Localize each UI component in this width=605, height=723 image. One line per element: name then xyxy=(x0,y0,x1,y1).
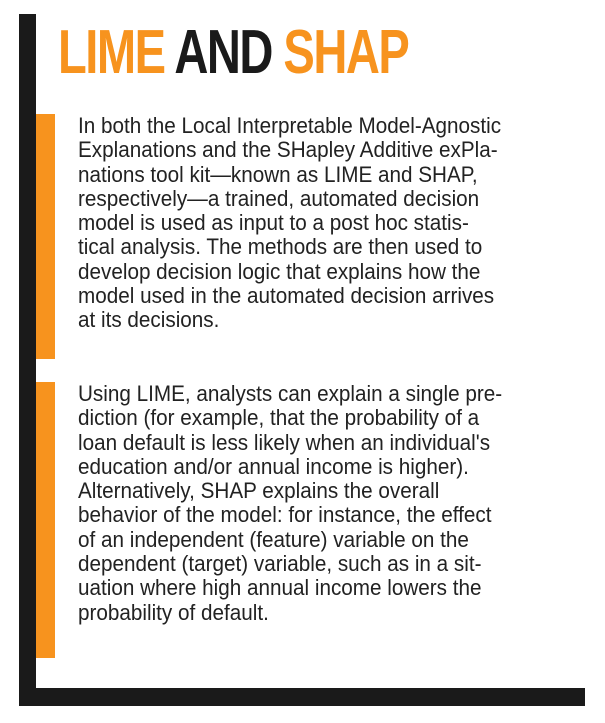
text-line: Using LIME, analysts can explain a single pre- xyxy=(78,381,503,406)
text-line: Explanations and the SHapley Additive exPla- xyxy=(78,137,498,163)
sidebar-frame-left-rule xyxy=(19,14,36,706)
text-line: at its decisions. xyxy=(78,307,220,333)
text-line: probability of default. xyxy=(78,599,269,625)
text-line: education and/or annual income is higher). xyxy=(78,453,469,479)
title-word-shap: SHAP xyxy=(283,18,409,87)
text-line: diction (for example, that the probability of a xyxy=(78,405,480,431)
sidebar-frame-bottom-rule xyxy=(19,688,585,706)
text-line: nations tool kit—known as LIME and SHAP, xyxy=(78,161,478,187)
text-line: model used in the automated decision arrives xyxy=(78,283,495,309)
paragraph-lime-shap-overview xyxy=(78,114,567,333)
paragraph-accent-bar xyxy=(36,382,55,658)
text-line: behavior of the model: for instance, the effect xyxy=(78,502,492,528)
text-line: loan default is less likely when an individual's xyxy=(78,429,491,455)
sidebar-title xyxy=(58,18,408,88)
text-line: dependent (target) variable, such as in a sit- xyxy=(78,551,482,577)
title-word-lime: LIME xyxy=(58,18,165,87)
text-line: develop decision logic that explains how the xyxy=(78,258,481,284)
text-line: model is used as input to a post hoc statis- xyxy=(78,210,469,236)
text-line: uation where high annual income lowers the xyxy=(78,575,482,601)
paragraph-accent-bar xyxy=(36,114,55,359)
text-line: respectively—a trained, automated decision xyxy=(78,185,480,211)
text-line: of an independent (feature) variable on the xyxy=(78,526,469,552)
text-line: tical analysis. The methods are then used to xyxy=(78,234,483,260)
text-line: Alternatively, SHAP explains the overall xyxy=(78,478,440,504)
title-word-and: AND xyxy=(174,18,272,87)
paragraph-lime-vs-shap-usage xyxy=(78,382,567,625)
text-line: In both the Local Interpretable Model-Agnostic xyxy=(78,113,502,138)
